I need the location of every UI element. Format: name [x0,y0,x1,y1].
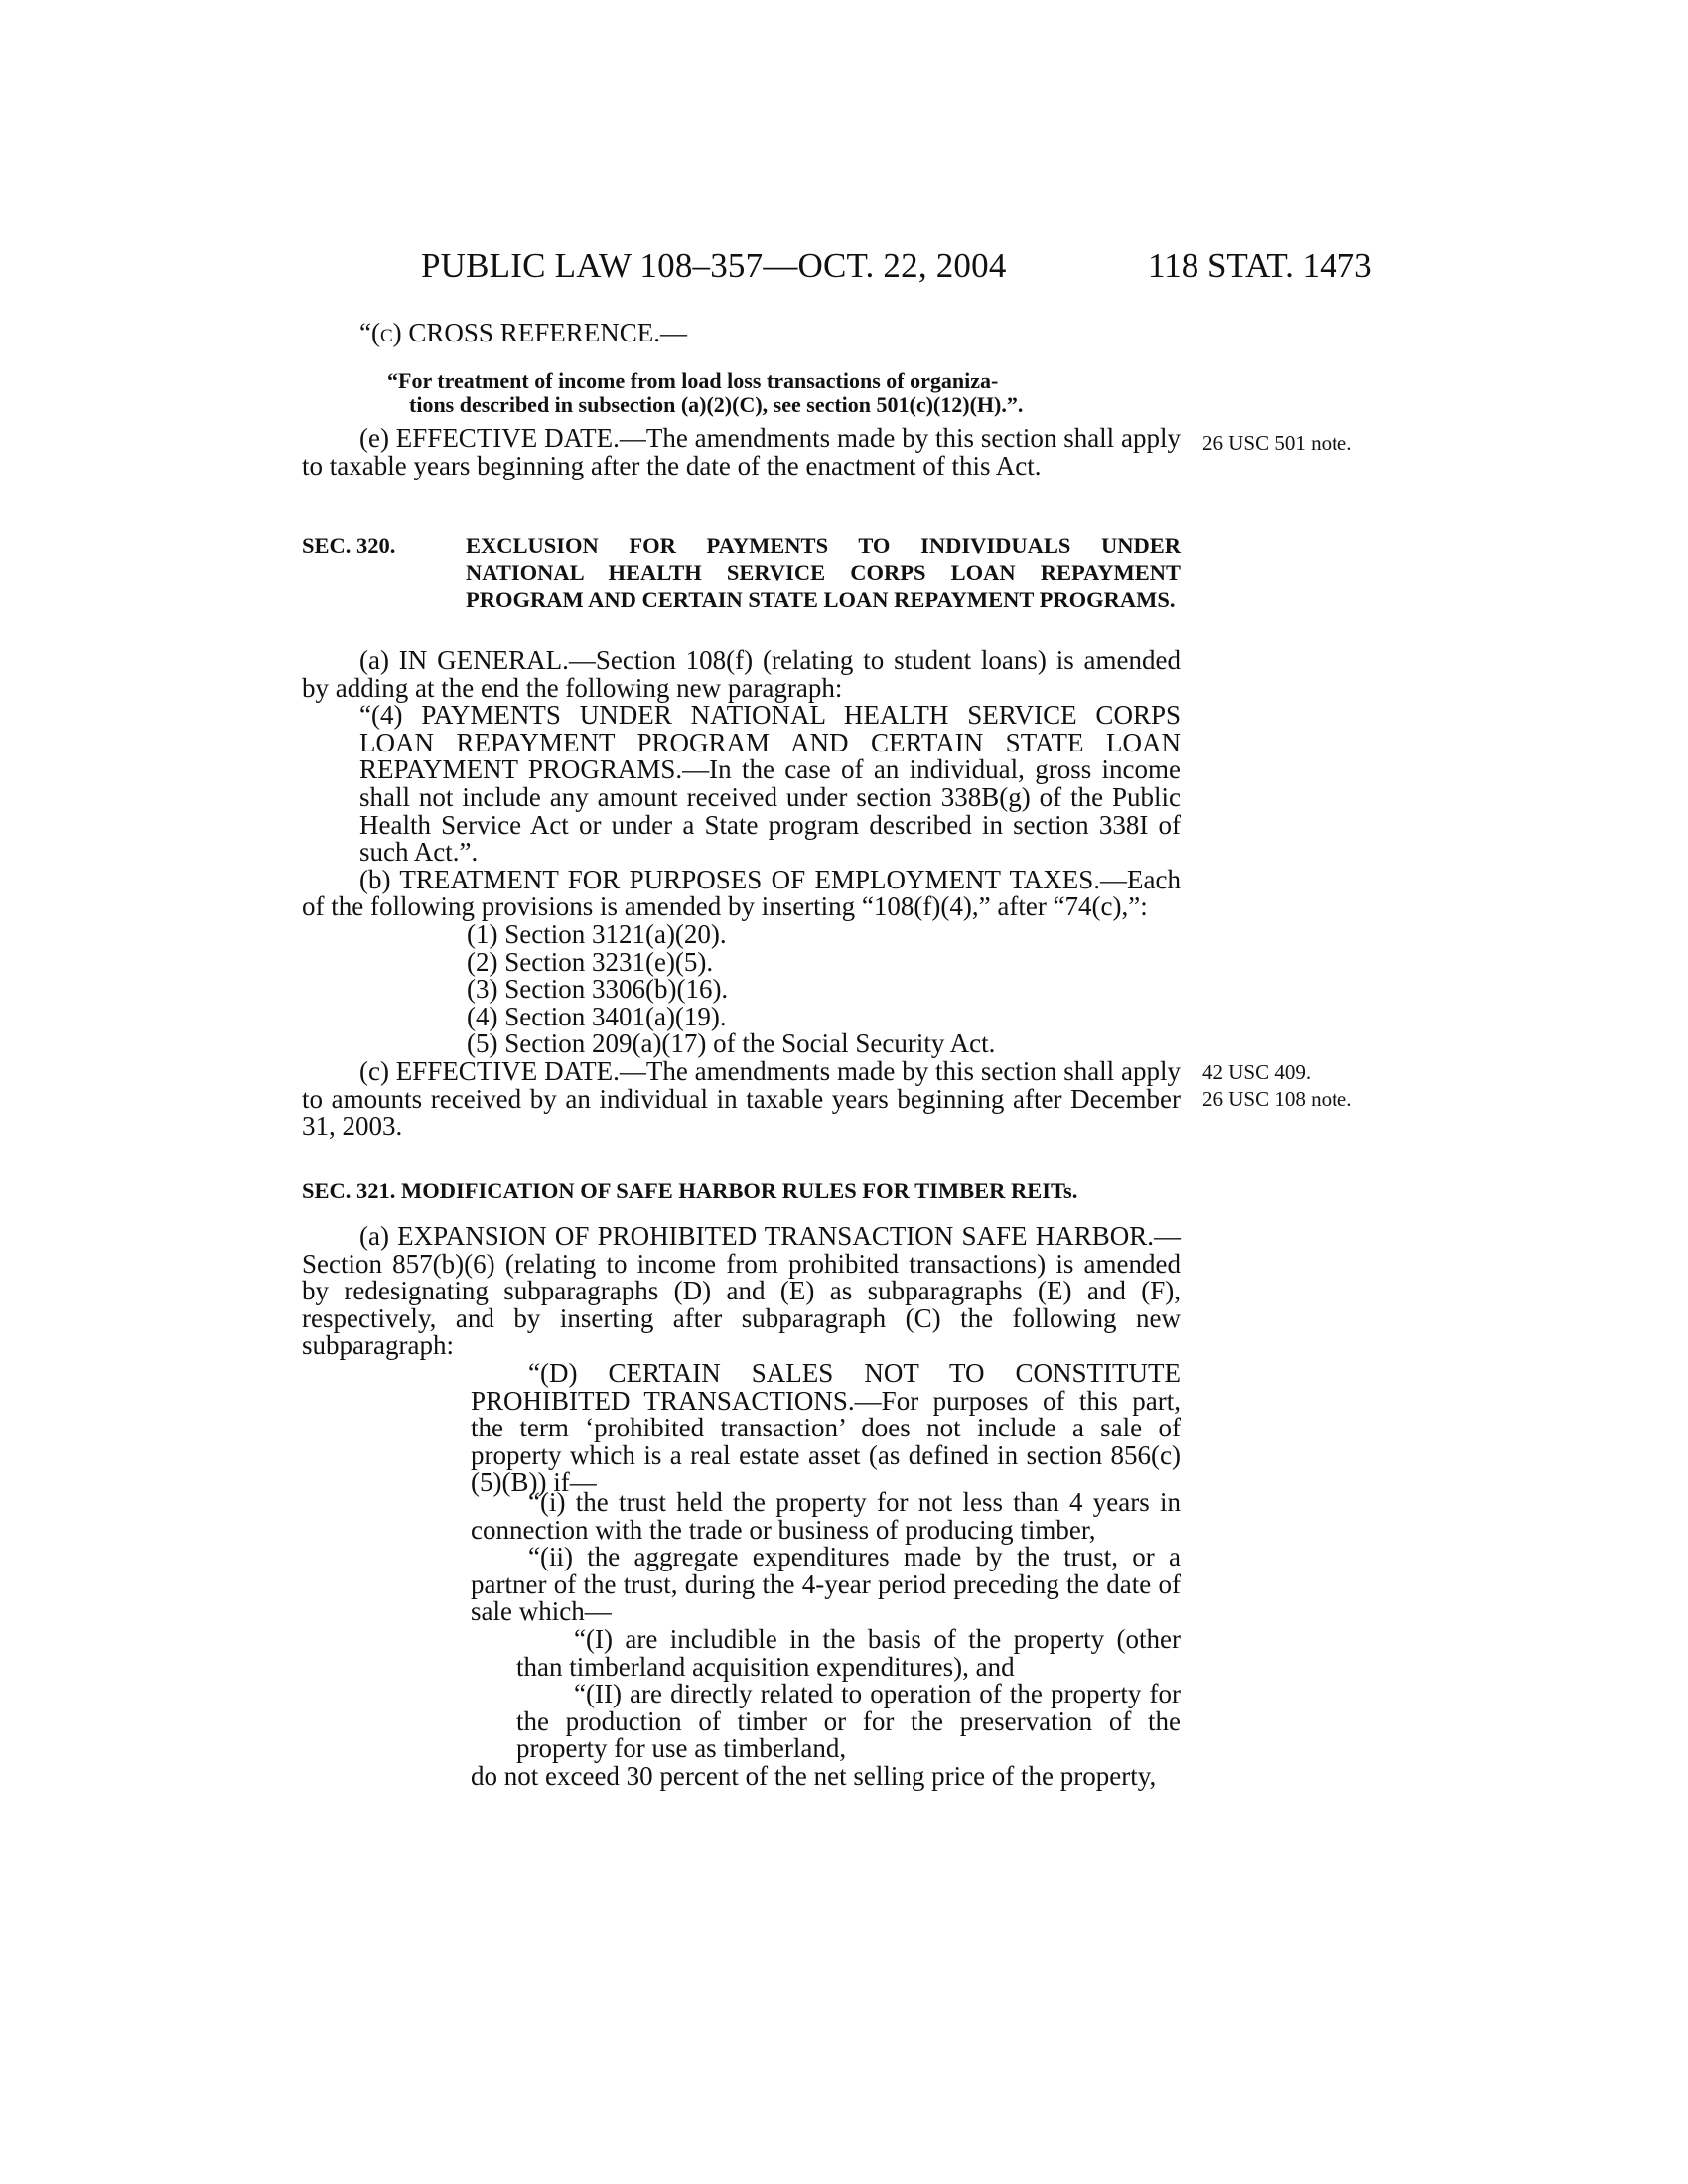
cross-reference-note [302,369,1181,417]
section-321-ii: “(ii) the aggregate expenditures made by the trust, or a partner of the trust, during the 4-year period preceding the date of sale which— [471,1542,1181,1627]
section-320-b-item-3: (3) Section 3306(b)(16). [467,974,729,1005]
cross-reference-note-line-1: “For treatment of income from load loss transactions of organiza- [387,368,999,393]
margin-note-42-usc-409: 42 USC 409. [1202,1060,1312,1084]
margin-note-26-usc-108: 26 USC 108 note. [1202,1087,1352,1111]
section-321-heading [302,1177,1181,1204]
section-320-a: (a) IN GENERAL.—Section 108(f) (relating to student loans) is amended by adding at the end the following new paragraph: [302,645,1181,703]
section-321-tail: do not exceed 30 percent of the net selling price of the property, [471,1760,1157,1791]
section-321-II: “(II) are directly related to operation of the property for the production of timber or for the preservation of the property for use as timberland, [516,1679,1181,1764]
section-320-b-item-1: (1) Section 3121(a)(20). [467,918,727,949]
section-320-body [302,647,1181,1141]
cross-reference-note-line-2: tions described in subsection (a)(2)(C), see section 501(c)(12)(H).”. [409,392,1024,417]
section-321-D: “(D) CERTAIN SALES NOT TO CONSTITUTE PROHIBITED TRANSACTIONS.—For purposes of this part, the term ‘prohibited transaction’ does not include a sale of property which is a real estate asset (as defined in section 856(c)(5)(B)) if— [471,1357,1181,1498]
section-320-b: (b) TREATMENT FOR PURPOSES OF EMPLOYMENT TAXES.—Each of the following provisions is amended by inserting “108(f)(4),” after “74(c),”: [302,864,1181,922]
section-321-a: (a) EXPANSION OF PROHIBITED TRANSACTION SAFE HARBOR.— Section 857(b)(6) (relating to income from prohibited transactions) is amended by redesignating subparagraphs (D) and (E) as subparagraphs (E) and (F), respectively, and by inserting after subparagraph (C) the following new subparagraph: [302,1221,1181,1361]
section-320-b-item-2: (2) Section 3231(e)(5). [467,946,714,977]
margin-note-26-usc-501: 26 USC 501 note. [1202,431,1352,455]
section-320-title: EXCLUSION FOR PAYMENTS TO INDIVIDUALS UNDER NATIONAL HEALTH SERVICE CORPS LOAN REPAYMENT PROGRAM AND CERTAIN STATE LOAN REPAYMENT PROGRAMS. [466,533,1181,612]
section-320-a-4: “(4) PAYMENTS UNDER NATIONAL HEALTH SERVICE CORPS LOAN REPAYMENT PROGRAM AND CERTAIN STATE LOAN REPAYMENT PROGRAMS.—In the case of an individual, gross income shall not include any amount received under section 338B(g) of the Public Health Service Act or under a State program described in section 338I of such Act.”. [359,700,1181,868]
cross-reference-heading: “(c) CROSS REFERENCE.— [359,318,687,347]
section-320-b-item-4: (4) Section 3401(a)(19). [467,1001,727,1031]
section-320-number: SEC. 320. [302,533,396,558]
cross-reference-block [302,320,1181,347]
section-321-i: “(i) the trust held the property for not less than 4 years in connection with the trade or business of producing timber, [471,1487,1181,1545]
section-320-heading [302,532,1181,613]
section-321-clauses [471,1489,1181,1791]
effective-date-e [302,425,1181,479]
running-header-page-number: 118 STAT. 1473 [1148,246,1372,285]
section-321-body [302,1223,1181,1501]
section-321-title: SEC. 321. MODIFICATION OF SAFE HARBOR RULES FOR TIMBER REITs. [302,1178,1078,1203]
section-320-b-item-5: (5) Section 209(a)(17) of the Social Security Act. [467,1028,996,1059]
section-320-c: (c) EFFECTIVE DATE.—The amendments made by this section shall apply to amounts received by an individual in taxable years beginning after December 31, 2003. [302,1055,1181,1142]
running-header-title: PUBLIC LAW 108–357—OCT. 22, 2004 [421,246,1007,285]
section-321-I: “(I) are includible in the basis of the property (other than timberland acquisition expenditures), and [516,1623,1181,1682]
effective-date-e-text: (e) EFFECTIVE DATE.—The amendments made by this section shall apply to taxable years beginning after the date of the enactment of this Act. [302,423,1181,480]
